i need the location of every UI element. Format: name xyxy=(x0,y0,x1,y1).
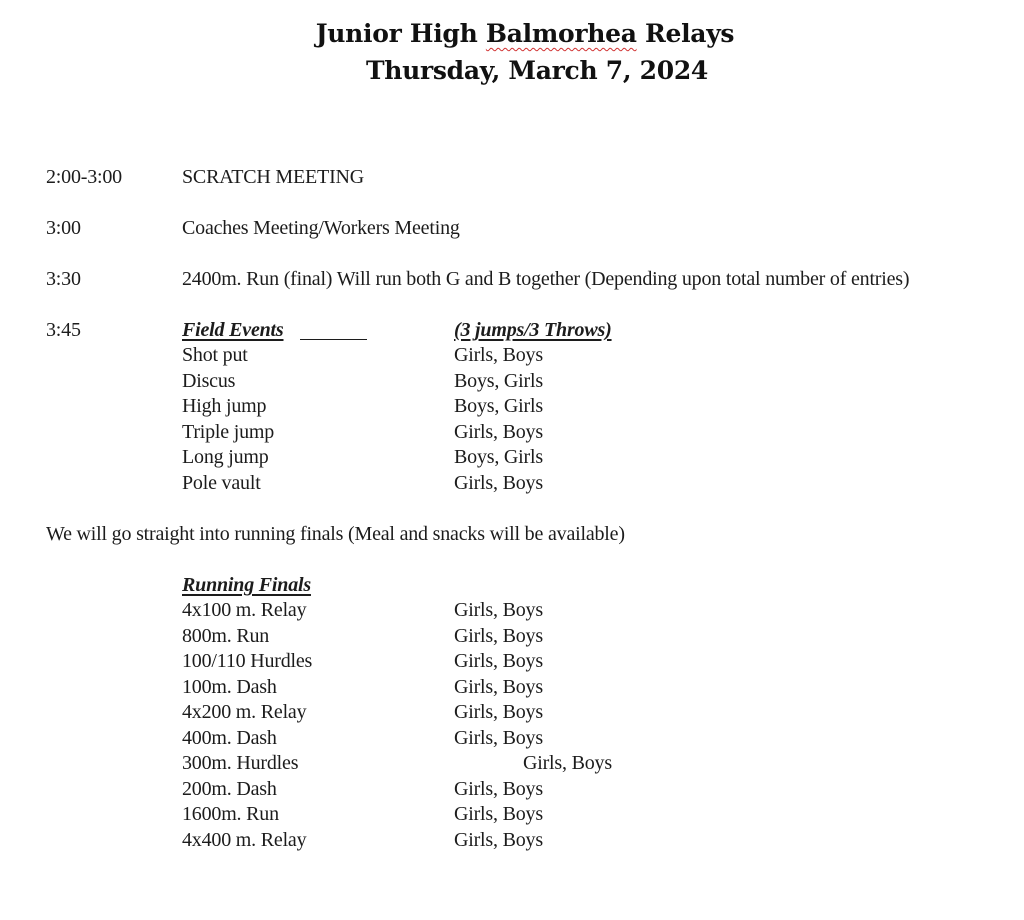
field-events-heading: Field Events xyxy=(182,319,284,341)
field-event-order: Girls, Boys xyxy=(454,472,543,494)
running-final-order: Girls, Boys xyxy=(454,778,543,800)
running-final-name: 200m. Dash xyxy=(182,778,277,800)
title-text-misspelled: Balmorhea xyxy=(485,19,637,48)
field-event-order: Girls, Boys xyxy=(454,421,543,443)
schedule-time: 3:30 xyxy=(46,268,81,290)
running-final-order: Girls, Boys xyxy=(454,829,543,851)
running-final-order: Girls, Boys xyxy=(454,727,543,749)
running-final-name: 4x200 m. Relay xyxy=(182,701,307,723)
heading-underline-rule xyxy=(300,339,367,340)
field-event-name: Long jump xyxy=(182,446,269,468)
field-event-order: Boys, Girls xyxy=(454,446,543,468)
field-events-note: (3 jumps/3 Throws) xyxy=(454,319,612,341)
running-final-order: Girls, Boys xyxy=(454,701,543,723)
running-final-order: Girls, Boys xyxy=(454,650,543,672)
field-event-name: Discus xyxy=(182,370,236,392)
running-final-order: Girls, Boys xyxy=(454,599,543,621)
schedule-event: SCRATCH MEETING xyxy=(182,166,365,188)
schedule-time: 2:00-3:00 xyxy=(46,166,122,188)
running-final-order: Girls, Boys xyxy=(454,625,543,647)
running-final-name: 300m. Hurdles xyxy=(182,752,299,774)
running-finals-heading: Running Finals xyxy=(182,574,311,596)
field-event-order: Girls, Boys xyxy=(454,344,543,366)
running-final-name: 1600m. Run xyxy=(182,803,279,825)
field-event-name: Triple jump xyxy=(182,421,275,443)
field-event-name: High jump xyxy=(182,395,267,417)
field-event-name: Pole vault xyxy=(182,472,261,494)
document-date: Thursday, March 7, 2024 xyxy=(365,56,709,85)
schedule-event: 2400m. Run (final) Will run both G and B together (Depending upon total number of entries) xyxy=(182,268,910,290)
field-event-name: Shot put xyxy=(182,344,248,366)
running-final-name: 4x400 m. Relay xyxy=(182,829,307,851)
document-title xyxy=(0,19,1024,48)
title-text-pre: Junior High xyxy=(315,19,486,48)
running-final-name: 4x100 m. Relay xyxy=(182,599,307,621)
field-event-order: Boys, Girls xyxy=(454,395,543,417)
running-final-order: Girls, Boys xyxy=(454,803,543,825)
running-final-name: 100m. Dash xyxy=(182,676,277,698)
schedule-time: 3:45 xyxy=(46,319,81,341)
running-final-name: 400m. Dash xyxy=(182,727,277,749)
schedule-event: Coaches Meeting/Workers Meeting xyxy=(182,217,460,239)
field-event-order: Boys, Girls xyxy=(454,370,543,392)
transition-note: We will go straight into running finals (Meal and snacks will be available) xyxy=(46,523,625,545)
running-final-name: 800m. Run xyxy=(182,625,270,647)
running-final-order: Girls, Boys xyxy=(523,752,612,774)
running-final-order: Girls, Boys xyxy=(454,676,543,698)
title-text-post: Relays xyxy=(636,19,735,48)
running-final-name: 100/110 Hurdles xyxy=(182,650,313,672)
schedule-time: 3:00 xyxy=(46,217,81,239)
